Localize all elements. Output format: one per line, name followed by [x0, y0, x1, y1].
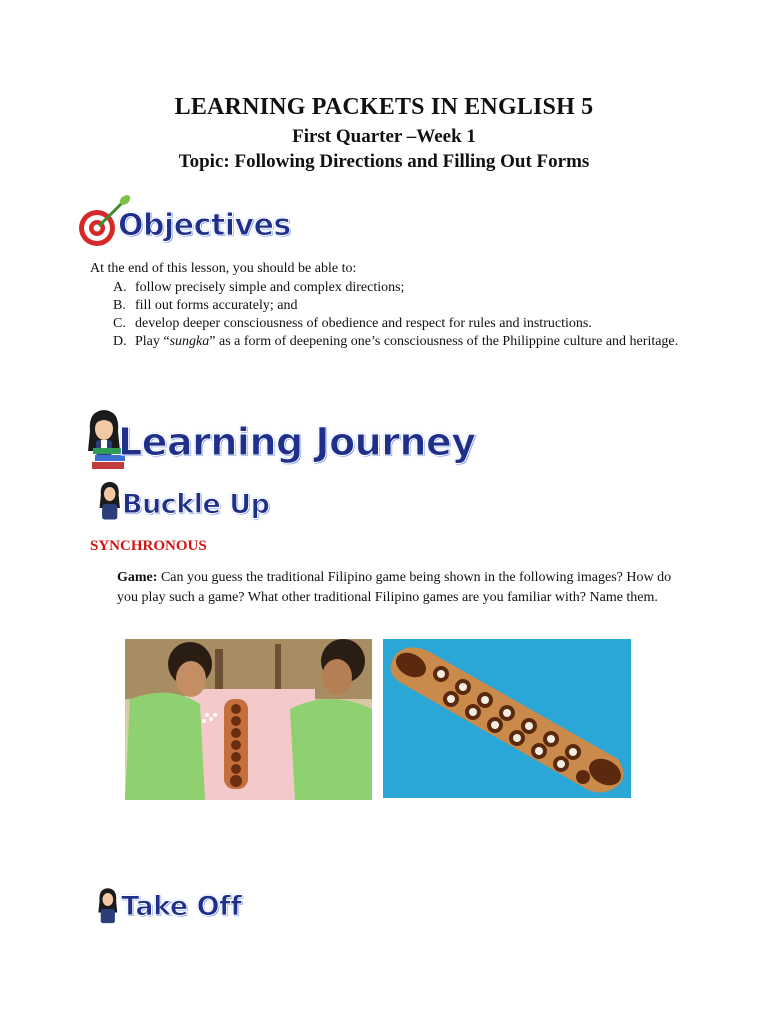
- game-prompt: [117, 568, 677, 607]
- game-label: Game:: [117, 570, 158, 585]
- take-off-banner: Take Off: [121, 891, 242, 922]
- sungka-term: sungka: [169, 334, 210, 349]
- objective-text-post: ” as a form of deepening one’s consciousness of the Philippine culture and heritage.: [209, 334, 679, 349]
- objectives-banner: Objectives: [118, 208, 291, 243]
- list-marker: A.: [113, 280, 127, 295]
- topic-subtitle: Topic: Following Directions and Filling Out Forms: [178, 151, 590, 172]
- teacher-avatar-icon: [96, 884, 122, 928]
- objective-text: [135, 333, 693, 351]
- quarter-subtitle: First Quarter –Week 1: [292, 126, 476, 147]
- objective-text: fill out forms accurately; and: [135, 298, 298, 313]
- teacher-avatar-icon: [97, 478, 125, 524]
- list-item: [113, 297, 693, 315]
- game-text: Can you guess the traditional Filipino game being shown in the following images? How do you play such a game? What other traditional Filipino games are you familiar with? Name them.: [117, 570, 672, 605]
- sungka-board-photo: [383, 639, 631, 798]
- buckle-up-banner: Buckle Up: [122, 489, 270, 520]
- children-playing-photo: [125, 639, 372, 800]
- list-marker: B.: [113, 298, 126, 313]
- objective-text: develop deeper consciousness of obedience and respect for rules and instructions.: [135, 316, 592, 331]
- list-marker: D.: [113, 334, 127, 349]
- list-item: [113, 279, 693, 297]
- objectives-list: [113, 279, 693, 351]
- list-item: [113, 333, 693, 351]
- objectives-intro: At the end of this lesson, you should be able to:: [90, 261, 357, 276]
- list-item: [113, 315, 693, 333]
- synchronous-label: SYNCHRONOUS: [90, 538, 207, 554]
- list-marker: C.: [113, 316, 126, 331]
- objective-text-pre: Play “: [135, 334, 170, 349]
- page-title: LEARNING PACKETS IN ENGLISH 5: [174, 94, 594, 120]
- learning-journey-banner: Learning Journey: [118, 420, 476, 464]
- objective-text: follow precisely simple and complex directions;: [135, 280, 405, 295]
